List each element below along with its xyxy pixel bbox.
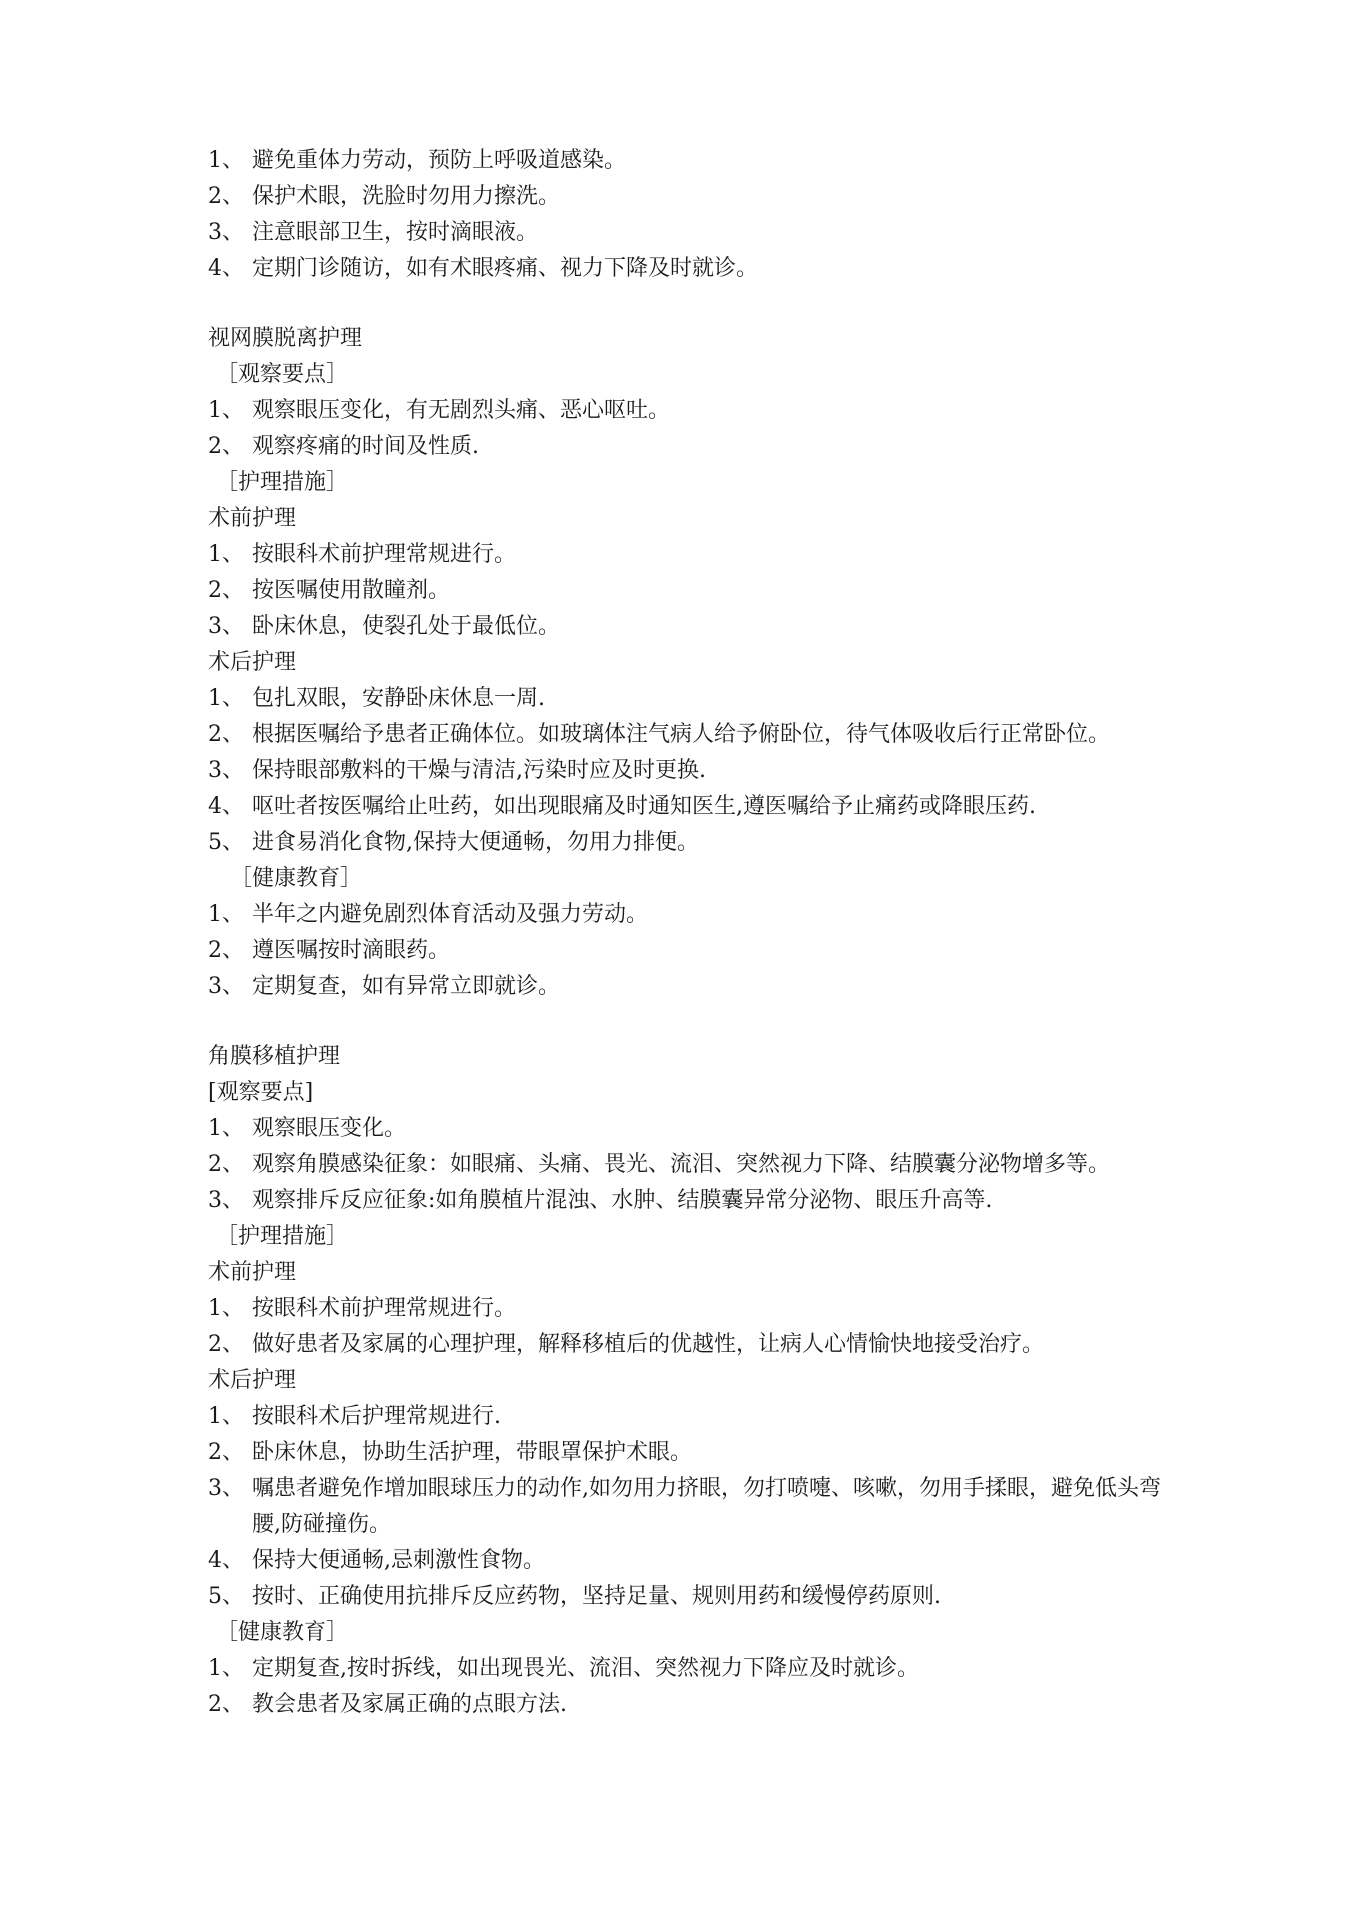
- item-number: 2、: [208, 578, 244, 603]
- item-text: 按时、正确使用抗排斥反应药物，坚持足量、规则用药和缓慢停药原则.: [252, 1584, 941, 1609]
- item-number: 1、: [208, 398, 244, 423]
- item-number: 1、: [208, 542, 244, 567]
- item-number: 3、: [208, 1188, 244, 1213]
- item-number: 1、: [208, 1404, 244, 1429]
- item-text: 定期复查,按时拆线，如出现畏光、流泪、突然视力下降应及时就诊。: [252, 1656, 919, 1681]
- item-text: 遵医嘱按时滴眼药。: [252, 938, 451, 963]
- item-text: 卧床休息，使裂孔处于最低位。: [252, 614, 561, 639]
- item-text: 保持眼部敷料的干燥与清洁,污染时应及时更换.: [252, 758, 706, 783]
- subheading-preop: 术前护理: [208, 506, 297, 531]
- item-number: 2、: [208, 434, 244, 459]
- subheading-education: ［健康教育］: [216, 1620, 349, 1645]
- item-number: 1、: [208, 1296, 244, 1321]
- item-number: 3、: [208, 220, 244, 245]
- list-item: [208, 429, 1208, 465]
- item-number: 1、: [208, 1116, 244, 1141]
- list-item: [208, 573, 1208, 609]
- item-text: 定期复查，如有异常立即就诊。: [252, 974, 561, 999]
- list-item: [208, 1183, 1208, 1219]
- item-text: 按眼科术前护理常规进行。: [252, 1296, 517, 1321]
- item-number: 2、: [208, 184, 244, 209]
- item-number: 3、: [208, 974, 244, 999]
- item-text: 包扎双眼，安静卧床休息一周.: [252, 686, 545, 711]
- item-text: 卧床休息，协助生活护理，带眼罩保护术眼。: [252, 1440, 693, 1465]
- item-text: 按眼科术后护理常规进行.: [252, 1404, 501, 1429]
- item-number: 2、: [208, 1692, 244, 1717]
- list-item: [208, 251, 1208, 287]
- list-item: [208, 1327, 1208, 1363]
- subheading-observe: ［观察要点］: [216, 362, 349, 387]
- item-text: 呕吐者按医嘱给止吐药，如出现眼痛及时通知医生,遵医嘱给予止痛药或降眼压药.: [252, 794, 1036, 819]
- item-number: 4、: [208, 794, 244, 819]
- list-item: [208, 1111, 1208, 1147]
- item-text: 根据医嘱给予患者正确体位。如玻璃体注气病人给予俯卧位，待气体吸收后行正常卧位。: [252, 722, 1111, 747]
- item-text: 按医嘱使用散瞳剂。: [252, 578, 451, 603]
- item-text: 半年之内避免剧烈体育活动及强力劳动。: [252, 902, 649, 927]
- list-item: [208, 1471, 1208, 1543]
- item-text: 保持大便通畅,忌刺激性食物。: [252, 1548, 545, 1573]
- item-text: 观察角膜感染征象：如眼痛、头痛、畏光、流泪、突然视力下降、结膜囊分泌物增多等。: [252, 1152, 1111, 1177]
- list-item: [208, 1579, 1208, 1615]
- item-number: 2、: [208, 1440, 244, 1465]
- list-item: [208, 897, 1208, 933]
- list-item: [208, 1399, 1208, 1435]
- list-item: [208, 1543, 1208, 1579]
- list-item: [208, 825, 1208, 861]
- item-text: 做好患者及家属的心理护理，解释移植后的优越性，让病人心情愉快地接受治疗。: [252, 1332, 1045, 1357]
- list-item: [208, 609, 1208, 645]
- list-item: [208, 215, 1208, 251]
- item-number: 2、: [208, 1332, 244, 1357]
- item-text: 观察疼痛的时间及性质.: [252, 434, 479, 459]
- section-title: 角膜移植护理: [208, 1044, 341, 1069]
- subheading-measures: ［护理措施］: [216, 470, 349, 495]
- list-item: [208, 1147, 1208, 1183]
- item-number: 2、: [208, 722, 244, 747]
- item-text: 观察排斥反应征象:如角膜植片混浊、水肿、结膜囊异常分泌物、眼压升高等.: [252, 1188, 993, 1213]
- subheading-measures: ［护理措施］: [216, 1224, 349, 1249]
- item-number: 3、: [208, 1476, 244, 1501]
- list-item: [208, 393, 1208, 429]
- item-number: 4、: [208, 256, 244, 281]
- item-text: 教会患者及家属正确的点眼方法.: [252, 1692, 567, 1717]
- list-item: [208, 179, 1208, 215]
- item-text: 观察眼压变化。: [252, 1116, 407, 1141]
- list-item: [208, 537, 1208, 573]
- item-text: 避免重体力劳动，预防上呼吸道感染。: [252, 148, 627, 173]
- item-number: 2、: [208, 1152, 244, 1177]
- item-number: 1、: [208, 148, 244, 173]
- item-text: 进食易消化食物,保持大便通畅，勿用力排便。: [252, 830, 699, 855]
- subheading-education: ［健康教育］: [230, 866, 363, 891]
- list-item: [208, 1651, 1208, 1687]
- list-item: [208, 143, 1208, 179]
- item-text: 定期门诊随访，如有术眼疼痛、视力下降及时就诊。: [252, 256, 759, 281]
- item-number: 3、: [208, 758, 244, 783]
- list-item: [208, 717, 1208, 753]
- item-number: 2、: [208, 938, 244, 963]
- section-title: 视网膜脱离护理: [208, 326, 363, 351]
- item-text: 保护术眼，洗脸时勿用力擦洗。: [252, 184, 561, 209]
- item-number: 1、: [208, 902, 244, 927]
- item-number: 1、: [208, 1656, 244, 1681]
- list-item: [208, 789, 1208, 825]
- item-text: 嘱患者避免作增加眼球压力的动作,如勿用力挤眼，勿打喷嚏、咳嗽，勿用手揉眼，避免低头弯腰,防碰撞伤。: [252, 1476, 1161, 1537]
- subheading-observe: [观察要点]: [208, 1080, 314, 1105]
- list-item: [208, 1435, 1208, 1471]
- item-number: 4、: [208, 1548, 244, 1573]
- item-number: 5、: [208, 1584, 244, 1609]
- spacer: [208, 287, 1208, 321]
- subheading-postop: 术后护理: [208, 1368, 297, 1393]
- item-text: 观察眼压变化，有无剧烈头痛、恶心呕吐。: [252, 398, 671, 423]
- item-number: 5、: [208, 830, 244, 855]
- subheading-preop: 术前护理: [208, 1260, 297, 1285]
- item-number: 1、: [208, 686, 244, 711]
- list-item: [208, 933, 1208, 969]
- list-item: [208, 681, 1208, 717]
- item-number: 3、: [208, 614, 244, 639]
- list-item: [208, 753, 1208, 789]
- item-text: 注意眼部卫生，按时滴眼液。: [252, 220, 539, 245]
- subheading-postop: 术后护理: [208, 650, 297, 675]
- spacer: [208, 1005, 1208, 1039]
- document-body: [208, 143, 1208, 1723]
- list-item: [208, 1291, 1208, 1327]
- list-item: [208, 1687, 1208, 1723]
- list-item: [208, 969, 1208, 1005]
- item-text: 按眼科术前护理常规进行。: [252, 542, 517, 567]
